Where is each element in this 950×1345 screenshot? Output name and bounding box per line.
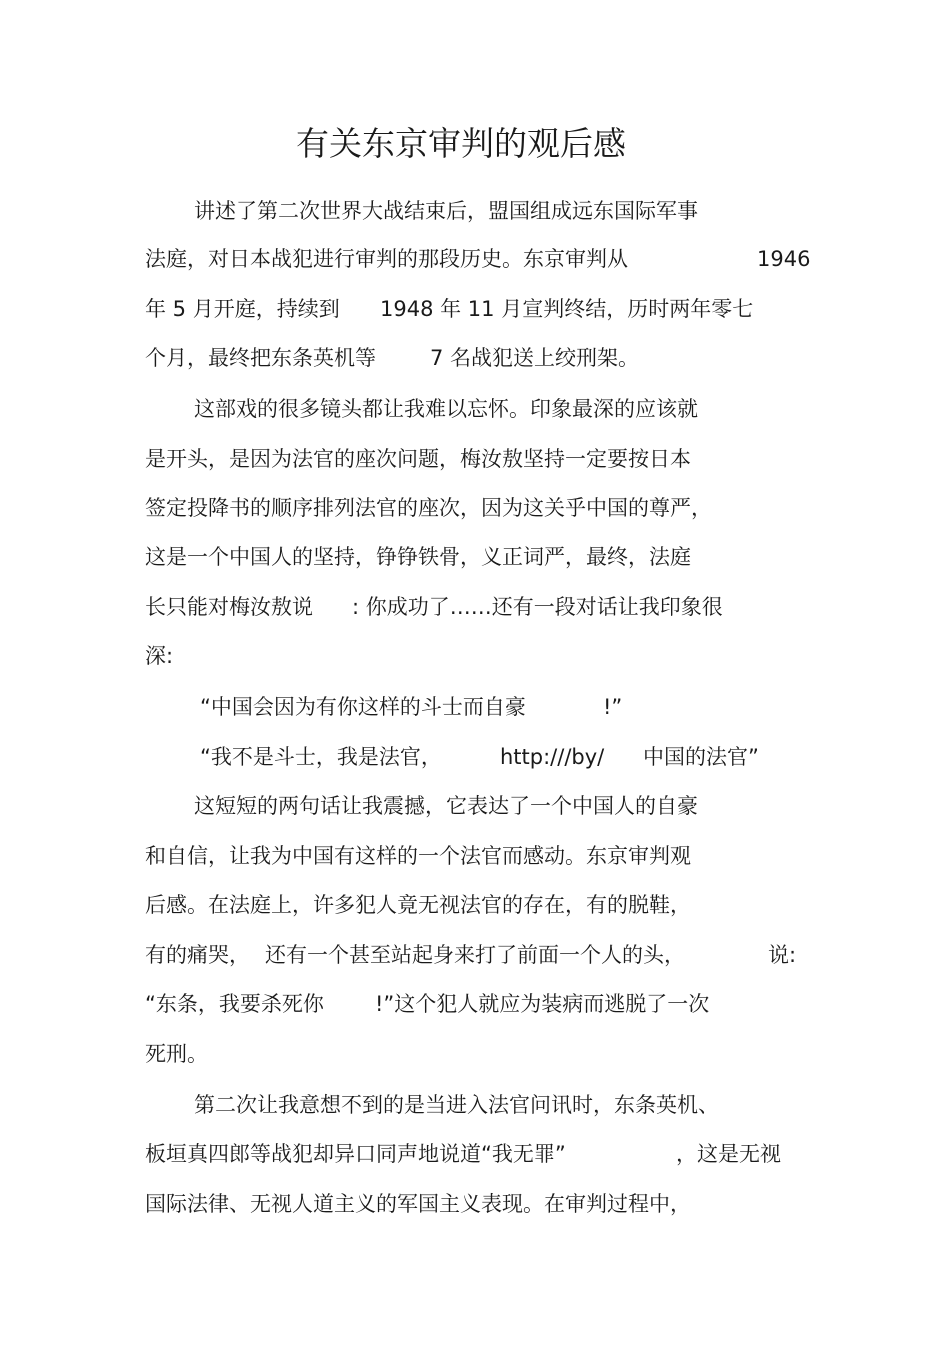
text-line: 中国的法官” [643, 745, 759, 769]
text-line: 个月，最终把东条英机等 [145, 346, 376, 370]
text-line: 板垣真四郎等战犯却异口同声地说道“我无罪” [145, 1142, 566, 1166]
text-line: “我不是斗士，我是法官， [200, 745, 442, 769]
text-line: 还有一个甚至站起身来打了前面一个人的头， [265, 943, 685, 967]
text-line: 1946 [757, 247, 811, 271]
text-line: “东条，我要杀死你 [145, 992, 324, 1016]
text-line: !” [603, 695, 623, 719]
text-line: 是开头，是因为法官的座次问题，梅汝敖坚持一定要按日本 [145, 447, 691, 471]
text-line: 1948 年 11 月宣判终结，历时两年零七 [380, 297, 754, 321]
text-line: 7 名战犯送上绞刑架。 [430, 346, 640, 370]
text-line: 这部戏的很多镜头都让我难以忘怀。印象最深的应该就 [194, 397, 698, 421]
text-line: ，这是无视 [676, 1142, 781, 1166]
document-title: 有关东京审判的观后感 [296, 124, 626, 163]
text-line: 有的痛哭， [145, 943, 250, 967]
text-line: 深: [145, 644, 174, 668]
text-line: 年 5 月开庭，持续到 [145, 297, 340, 321]
text-line: 死刑。 [145, 1042, 208, 1066]
text-line: 长只能对梅汝敖说 [145, 595, 313, 619]
text-line: 法庭，对日本战犯进行审判的那段历史。东京审判从 [145, 247, 628, 271]
text-line: 后感。在法庭上，许多犯人竟无视法官的存在，有的脱鞋， [145, 893, 691, 917]
text-line: 这是一个中国人的坚持，铮铮铁骨，义正词严，最终，法庭 [145, 545, 691, 569]
text-line: !”这个犯人就应为装病而逃脱了一次 [375, 992, 710, 1016]
text-line: 签定投降书的顺序排列法官的座次，因为这关乎中国的尊严， [145, 496, 712, 520]
text-line: http:///by/ [500, 745, 605, 769]
text-line: “中国会因为有你这样的斗士而自豪 [200, 695, 526, 719]
text-line: : 你成功了……还有一段对话让我印象很 [352, 595, 723, 619]
text-line: 说: [768, 943, 797, 967]
text-line: 和自信，让我为中国有这样的一个法官而感动。东京审判观 [145, 844, 691, 868]
text-line: 国际法律、无视人道主义的军国主义表现。在审判过程中， [145, 1192, 691, 1216]
text-line: 这短短的两句话让我震撼，它表达了一个中国人的自豪 [194, 794, 698, 818]
text-line: 讲述了第二次世界大战结束后，盟国组成远东国际军事 [194, 199, 698, 223]
text-line: 第二次让我意想不到的是当进入法官问讯时，东条英机、 [194, 1093, 719, 1117]
